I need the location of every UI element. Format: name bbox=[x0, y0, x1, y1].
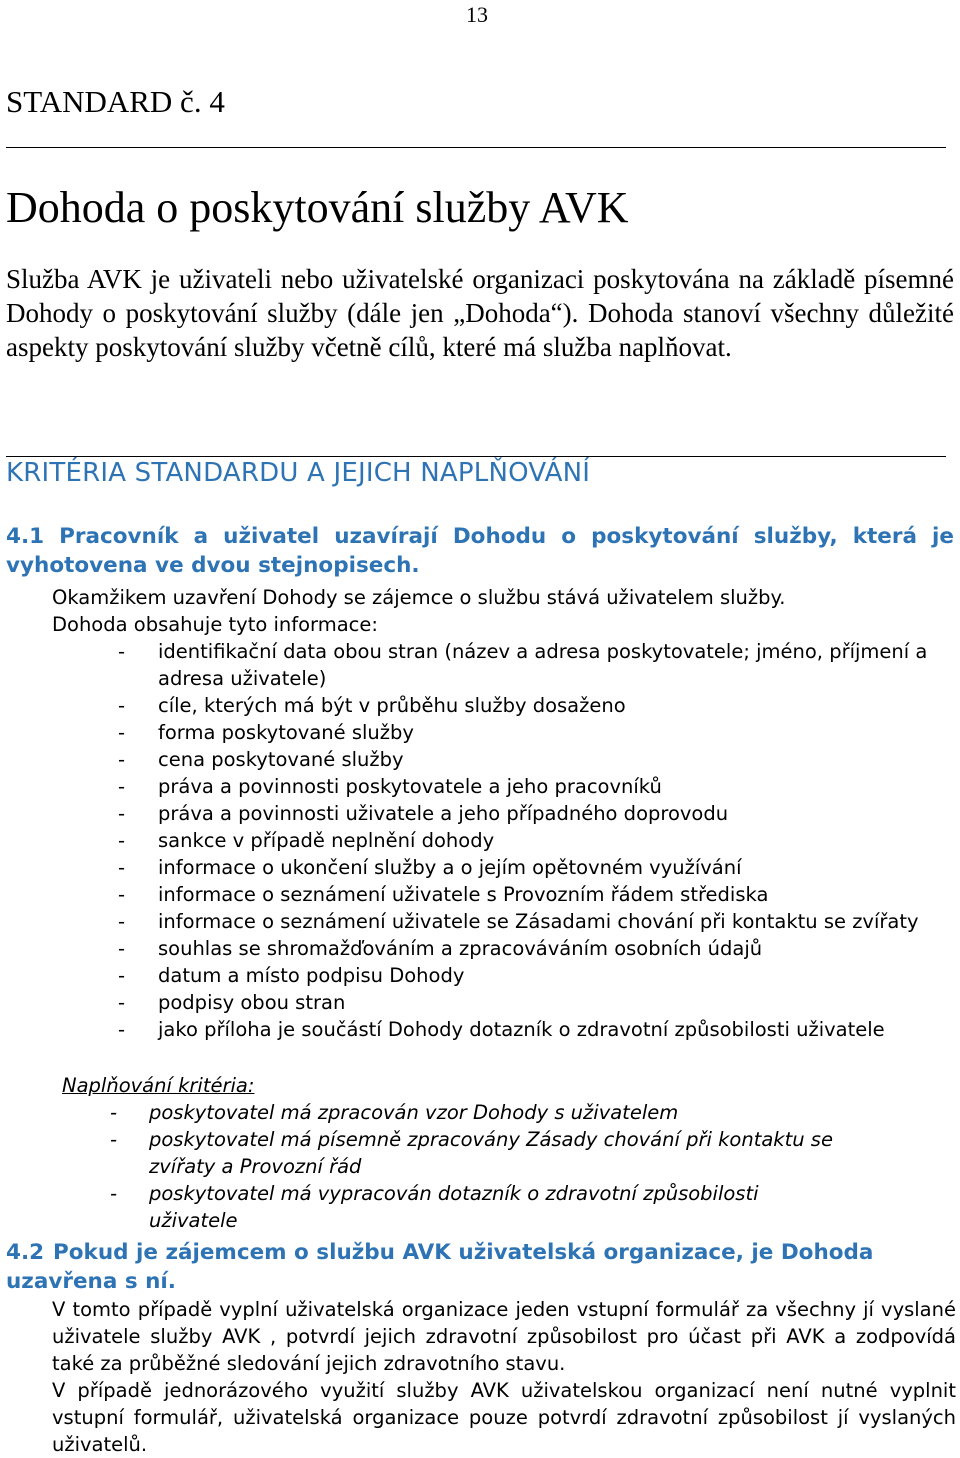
criteria-heading: KRITÉRIA STANDARDU A JEJICH NAPLŇOVÁNÍ bbox=[6, 458, 591, 488]
page-title: Dohoda o poskytování služby AVK bbox=[6, 183, 629, 232]
section-4-2-paragraph-1: V tomto případě vyplní uživatelská organizace jeden vstupní formulář za všechny jí vyslané uživatele služby AVK , potvrdí jejich zdravotní způsobilost pro účast při AVK a zodpovídá také za průběžné sledování jejich zdravotního stavu. bbox=[52, 1298, 956, 1375]
list-item: - informace o seznámení uživatele se Zásadami chování při kontaktu se zvířaty bbox=[118, 908, 928, 935]
list-item: - poskytovatel má písemně zpracovány Zásady chování při kontaktu se zvířaty a Provozní řád bbox=[110, 1126, 850, 1180]
page-number: 13 bbox=[466, 2, 488, 27]
list-item: - poskytovatel má zpracován vzor Dohody s uživatelem bbox=[110, 1099, 850, 1126]
section-4-1-line2: Dohoda obsahuje tyto informace: bbox=[52, 613, 378, 636]
list-item: - informace o ukončení služby a o jejím opětovném využívání bbox=[118, 854, 928, 881]
list-item: - práva a povinnosti uživatele a jeho případného doprovodu bbox=[118, 800, 928, 827]
list-item: - cíle, kterých má být v průběhu služby dosaženo bbox=[118, 692, 928, 719]
list-item: - datum a místo podpisu Dohody bbox=[118, 962, 928, 989]
list-item: - souhlas se shromažďováním a zpracováváním osobních údajů bbox=[118, 935, 928, 962]
list-item: - informace o seznámení uživatele s Provozním řádem střediska bbox=[118, 881, 928, 908]
list-item: - cena poskytované služby bbox=[118, 746, 928, 773]
section-4-1-body bbox=[52, 584, 932, 1043]
list-item: - identifikační data obou stran (název a adresa poskytovatele; jméno, příjmení a adresa uživatele) bbox=[118, 638, 928, 692]
section-4-2-number: 4.2 bbox=[6, 1240, 45, 1265]
information-list bbox=[118, 638, 928, 1043]
list-item: - podpisy obou stran bbox=[118, 989, 928, 1016]
intro-paragraph: Služba AVK je uživateli nebo uživatelské organizaci poskytována na základě písemné Dohody o poskytování služby (dále jen „Dohoda“). Dohoda stanoví všechny důležité aspekty poskytování služby včetně cílů, které má služba naplňovat. bbox=[6, 264, 954, 362]
list-item: - poskytovatel má vypracován dotazník o zdravotní způsobilosti uživatele bbox=[110, 1180, 850, 1234]
section-4-1-line1: Okamžikem uzavření Dohody se zájemce o službu stává uživatelem služby. bbox=[52, 586, 786, 609]
section-4-1-heading: 4.1 Pracovník a uživatel uzavírají Dohodu o poskytování služby, která je vyhotovena ve dvou stejnopisech. bbox=[6, 524, 954, 578]
list-item: - práva a povinnosti poskytovatele a jeho pracovníků bbox=[118, 773, 928, 800]
fulfillment-label: Naplňování kritéria: bbox=[62, 1074, 255, 1097]
fulfillment-list bbox=[110, 1099, 850, 1234]
fulfillment-block bbox=[62, 1072, 892, 1234]
section-4-2-title: Pokud je zájemcem o službu AVK uživatelská organizace, je Dohoda uzavřena s ní. bbox=[6, 1240, 874, 1294]
standard-label: STANDARD č. 4 bbox=[6, 84, 225, 119]
section-4-2-heading bbox=[6, 1238, 954, 1296]
list-item: - sankce v případě neplnění dohody bbox=[118, 827, 928, 854]
divider-criteria bbox=[6, 456, 946, 457]
section-4-2-paragraph-2: V případě jednorázového využití služby AVK uživatelskou organizací není nutné vyplnit vstupní formulář, uživatelská organizace pouze potvrdí zdravotní způsobilost jí vyslaných uživatelů. bbox=[52, 1379, 956, 1456]
divider-top bbox=[6, 147, 946, 148]
list-item: - forma poskytované služby bbox=[118, 719, 928, 746]
list-item: - jako příloha je součástí Dohody dotazník o zdravotní způsobilosti uživatele bbox=[118, 1016, 928, 1043]
